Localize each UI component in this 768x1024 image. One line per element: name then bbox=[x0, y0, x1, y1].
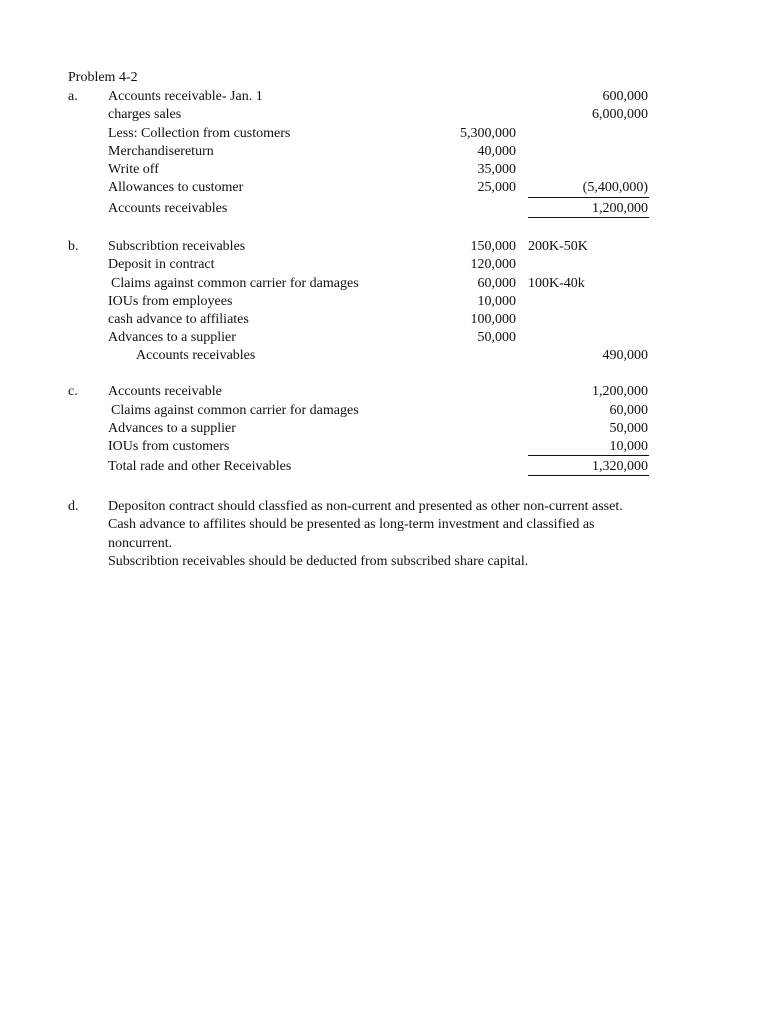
note-line: Cash advance to affilites should be presented as long-term investment and classified as bbox=[108, 517, 595, 532]
row-b-label: Deposit in contract bbox=[108, 257, 215, 272]
section-d-marker: d. bbox=[68, 499, 79, 514]
row-b-note: 100K-40k bbox=[528, 276, 585, 291]
row-b-value: 120,000 bbox=[470, 257, 516, 272]
row-a-total-label: Accounts receivables bbox=[108, 201, 228, 216]
total-rule bbox=[528, 475, 649, 476]
row-a-label: Write off bbox=[108, 162, 159, 177]
section-c-marker: c. bbox=[68, 384, 78, 399]
row-c-value: 50,000 bbox=[609, 421, 648, 436]
row-c-label: Advances to a supplier bbox=[108, 421, 236, 436]
row-b-value: 10,000 bbox=[477, 294, 516, 309]
row-a-total-value: 1,200,000 bbox=[592, 201, 648, 216]
row-c-label: IOUs from customers bbox=[108, 439, 230, 454]
row-a-label: Merchandisereturn bbox=[108, 144, 214, 159]
row-c-value: 10,000 bbox=[609, 439, 648, 454]
note-line: Depositon contract should classfied as non-current and presented as other non-current asset. bbox=[108, 499, 623, 514]
row-a-label: Accounts receivable- Jan. 1 bbox=[108, 89, 263, 104]
row-b-label: Advances to a supplier bbox=[108, 330, 236, 345]
note-line: noncurrent. bbox=[108, 536, 173, 551]
row-b-label: cash advance to affiliates bbox=[108, 312, 249, 327]
row-c-value: 1,200,000 bbox=[592, 384, 648, 399]
row-b-label: IOUs from employees bbox=[108, 294, 233, 309]
row-a-subvalue: 35,000 bbox=[477, 162, 516, 177]
row-c-label: Claims against common carrier for damages bbox=[111, 403, 359, 418]
row-a-label: Allowances to customer bbox=[108, 180, 244, 195]
row-a-subvalue: 5,300,000 bbox=[460, 126, 516, 141]
row-a-label: charges sales bbox=[108, 107, 182, 122]
row-b-value: 150,000 bbox=[470, 239, 516, 254]
row-a-subvalue: 25,000 bbox=[477, 180, 516, 195]
row-c-value: 60,000 bbox=[609, 403, 648, 418]
problem-title: Problem 4-2 bbox=[68, 70, 138, 85]
row-b-value: 100,000 bbox=[470, 312, 516, 327]
row-a-value: 600,000 bbox=[602, 89, 648, 104]
row-a-value: 6,000,000 bbox=[592, 107, 648, 122]
row-b-value: 50,000 bbox=[477, 330, 516, 345]
row-c-total-label: Total rade and other Receivables bbox=[108, 459, 292, 474]
row-a-label: Less: Collection from customers bbox=[108, 126, 291, 141]
row-a-value: (5,400,000) bbox=[582, 180, 648, 195]
row-c-label: Accounts receivable bbox=[108, 384, 222, 399]
note-line: Subscribtion receivables should be deducted from subscribed share capital. bbox=[108, 554, 529, 569]
row-c-total-value: 1,320,000 bbox=[592, 459, 648, 474]
section-b-marker: b. bbox=[68, 239, 79, 254]
total-rule bbox=[528, 217, 649, 218]
row-b-total-label: Accounts receivables bbox=[136, 348, 256, 363]
row-b-value: 60,000 bbox=[477, 276, 516, 291]
row-b-label: Claims against common carrier for damages bbox=[111, 276, 359, 291]
section-a-marker: a. bbox=[68, 89, 78, 104]
row-a-subvalue: 40,000 bbox=[477, 144, 516, 159]
subtotal-rule bbox=[528, 455, 649, 456]
subtotal-rule bbox=[528, 197, 649, 198]
row-b-total-value: 490,000 bbox=[602, 348, 648, 363]
row-b-label: Subscribtion receivables bbox=[108, 239, 246, 254]
row-b-note: 200K-50K bbox=[528, 239, 588, 254]
